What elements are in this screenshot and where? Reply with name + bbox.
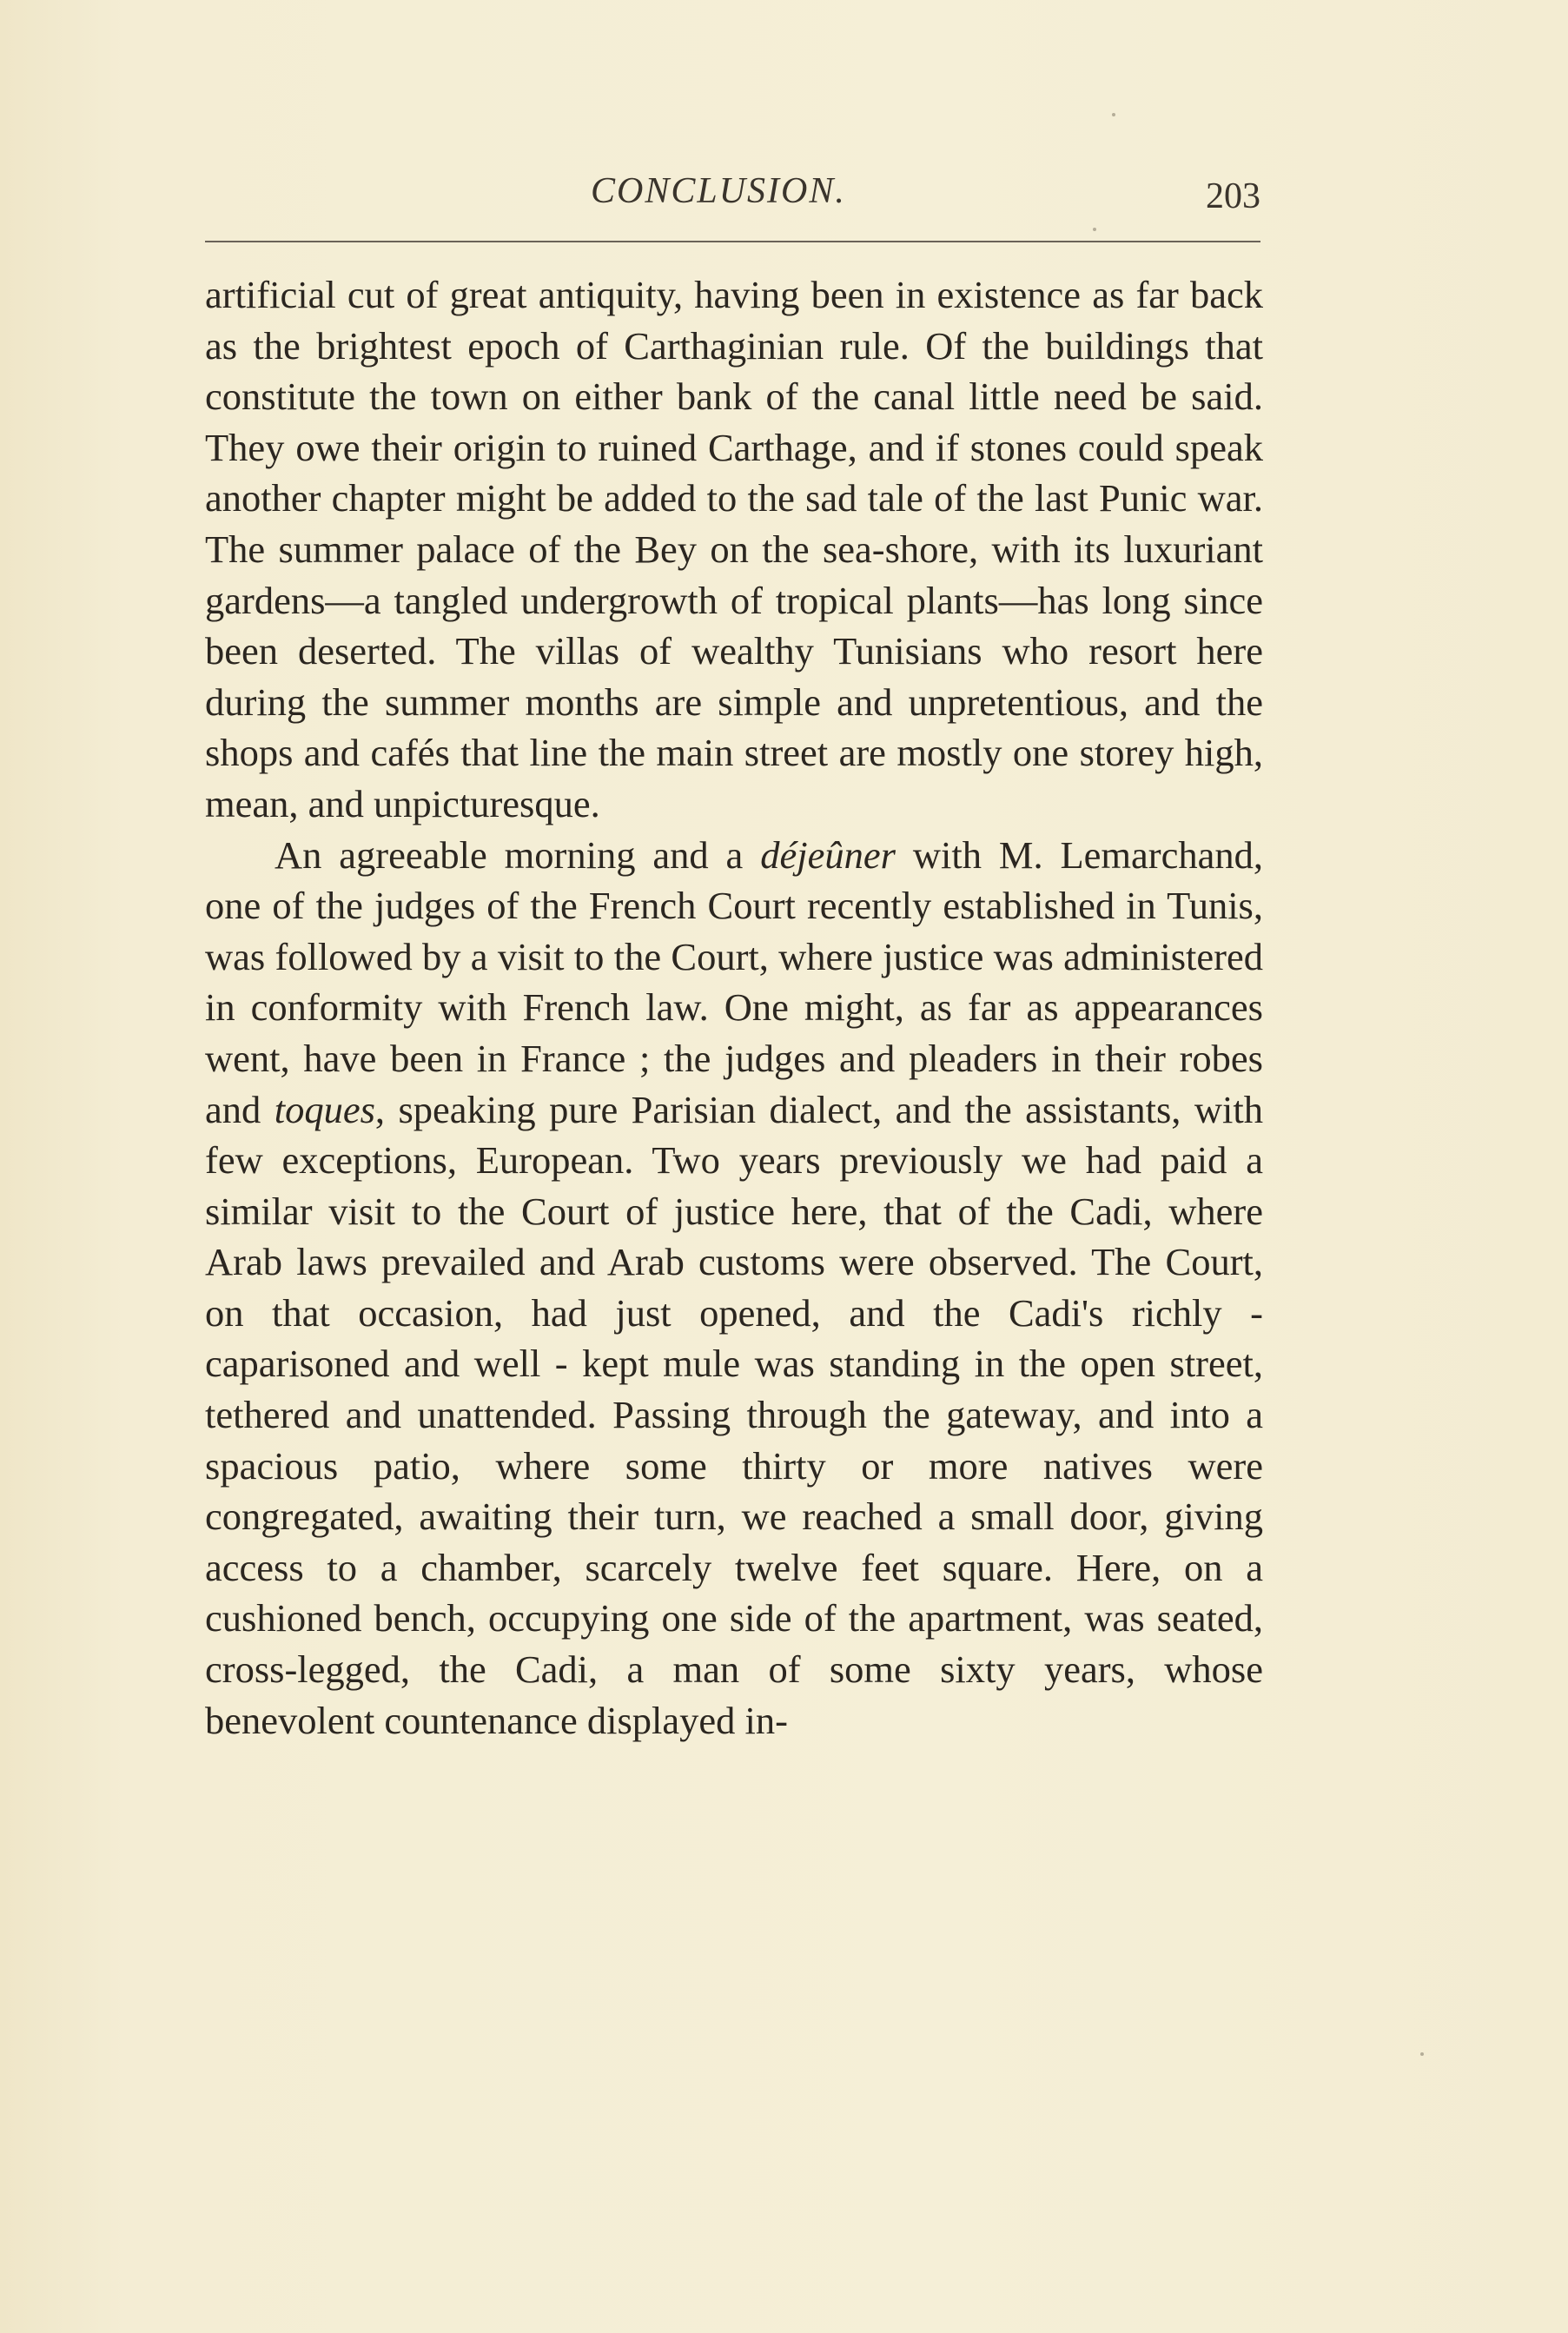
page-header <box>205 170 1260 231</box>
page-number: 203 <box>1206 176 1260 216</box>
paragraph-2 <box>205 830 1263 1746</box>
paragraph-2-text-a: An agreeable morning and a <box>275 832 761 877</box>
italic-dejeuner: déjeûner <box>760 832 896 877</box>
body-text <box>205 269 1263 1746</box>
header-rule <box>205 241 1260 242</box>
paragraph-1-text: artificial cut of great antiquity, having been in existence as far back as the brightest epoch of Carthaginian rule. Of the buildings that constitute the town on either bank of the canal little need be said. They owe their origin to ruined Carthage, and if stones could speak another chapter might be added to the sad tale of the last Punic war. The summer palace of the Bey on the sea-shore, with its luxuriant gardens—a tangled undergrowth of tropical plants—has long since been deserted. The villas of wealthy Tunisians who resort here during the summer months are simple and unpretentious, and the shops and cafés that line the main street are mostly one storey high, mean, and unpicturesque. <box>205 273 1263 825</box>
italic-toques: toques <box>274 1087 375 1131</box>
paragraph-1 <box>205 269 1263 830</box>
paper-speck <box>1420 2052 1424 2056</box>
paper-speck <box>1093 228 1096 231</box>
paragraph-2-text-b: with M. Lemarchand, one of the judges of the French Court recently established in Tunis, was followed by a visit to the Court, where justice was administered in conformity with French law. One might, as far as appearances went, have been in France ; the judges and pleaders in their robes and <box>205 832 1263 1131</box>
running-title: CONCLUSION. <box>591 171 846 211</box>
paper-speck <box>1112 113 1115 116</box>
paragraph-2-text-c: , speaking pure Parisian dialect, and the assistants, with few exceptions, European. Two years previously we had paid a similar visit to the Court of justice here, that of the Cadi, where Arab laws prevailed and Arab customs were observed. The Court, on that occasion, had just opened, and the Cadi's richly - caparisoned and well - kept mule was standing in the open street, tethered and unattended. Passing through the gateway, and into a spacious patio, where some thirty or more natives were congregated, awaiting their turn, we reached a small door, giving access to a chamber, scarcely twelve feet square. Here, on a cushioned bench, occupying one side of the apartment, was seated, cross-legged, the Cadi, a man of some sixty years, whose benevolent countenance displayed in- <box>205 1087 1263 1742</box>
